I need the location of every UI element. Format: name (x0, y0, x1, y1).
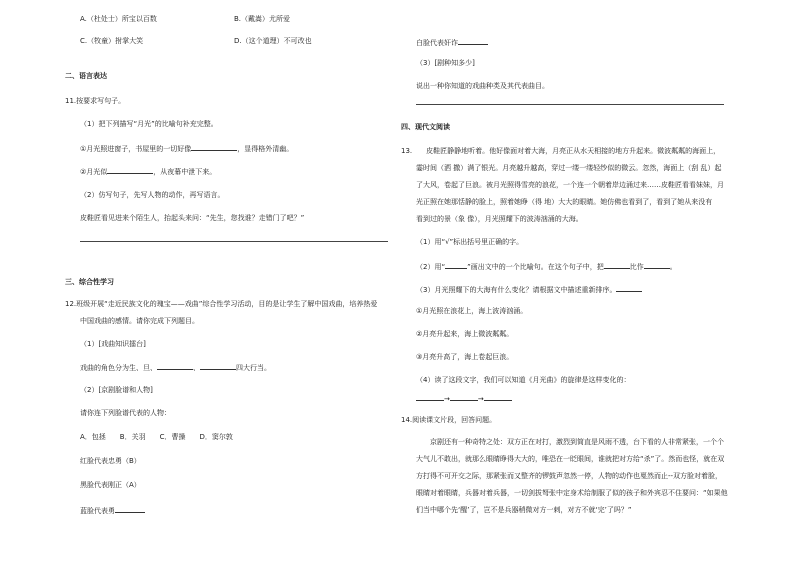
q12-part3: （3）[剧种知多少] (416, 59, 475, 67)
q11-part1-sentence-a: ①月光照进窗子，书屋里的一切好像 ，显得格外清幽。 (80, 142, 293, 154)
answer-blank[interactable] (107, 165, 153, 174)
q11-part2: （2）仿写句子，先写人物的动作，再写语言。 (80, 191, 225, 199)
q12-part1: （1）[戏曲知识擂台] (80, 340, 146, 348)
section-heading-2: 二、语言表达 (65, 72, 107, 80)
option-d: D.（这个道理）不可改也 (234, 37, 312, 45)
answer-blank[interactable] (450, 392, 478, 401)
q13-part2: （2）用“ ”画出文中的一个比喻句。在这个句子中，把 比作 。 (416, 260, 677, 272)
q12-part2-question: 请你连下列脸谱代表的人物： (80, 409, 171, 417)
passage-13-line5: 看到过的景（象 像），月光照耀下的波涛汹涌的大海。 (416, 215, 583, 223)
q13-option-3: ③月亮升高了，海上卷起巨浪。 (416, 353, 514, 361)
q12-part2: （2）[京剧脸谱和人物] (80, 386, 153, 394)
white-face-item: 白脸代表奸诈 (416, 36, 488, 48)
answer-blank[interactable] (644, 260, 670, 269)
q13-part4: （4）读了这段文字，我们可以知道《月光曲》的旋律是这样变化的： (416, 376, 631, 384)
passage-13-line1: 13. 皮鞋匠静静地听着。他好像面对着大海，月亮正从水天相接的地方升起来。微波粼粼的海面上， (401, 147, 721, 155)
answer-blank[interactable] (616, 283, 642, 292)
q12-part2-options: A．包拯 B．关羽 C．曹操 D．窦尔敦 (80, 433, 233, 441)
answer-blank[interactable] (458, 36, 488, 45)
q13-option-1: ①月光照在浪花上，海上波涛汹涌。 (416, 307, 528, 315)
answer-blank[interactable] (445, 260, 467, 269)
section-heading-3: 三、综合性学习 (65, 278, 114, 286)
answer-line[interactable] (80, 241, 388, 242)
blue-face-item: 蓝脸代表勇 (80, 504, 145, 516)
q12-part3-question: 说出一种你知道的戏曲种类及其代表曲目。 (416, 82, 549, 90)
q13-part3: （3）月光照耀下的大海有什么变化？请根据文中描述重新排序。 (416, 283, 642, 295)
answer-blank[interactable] (115, 504, 145, 513)
q11-part1-sentence-b: ②月光似 ，从夜幕中泄下来。 (80, 165, 216, 177)
answer-blank[interactable] (157, 361, 193, 370)
red-face-item: 红脸代表忠勇（B） (80, 457, 141, 465)
passage-13-line3: 了大风，卷起了巨浪。被月光照得雪亮的浪花，一个连一个朝着岸边涌过来……皮鞋匠看看妹妹，月 (416, 181, 724, 189)
answer-blank[interactable] (191, 142, 237, 151)
option-a: A.（杜处士）所宝以百数 (80, 15, 157, 23)
q12-part1-question: 戏曲的角色分为生、旦、 、 四大行当。 (80, 361, 271, 373)
passage-14: 京剧还有一种奇特之处：双方正在对打，激烈到简直是风雨不透，台下看的人非常紧张，一个个大气儿不敢出，就那么眼睛睁得大大的，唯恐在一眨眼间，谁就把对方给“杀”了。然而也怪，就在双方打得不可开交之际，那紧张而又整齐的锣鼓声忽然一停，人物的动作也戛然而止--双方脸对着脸，眼睛对着眼睛，兵器对着兵器，一切剑拔弩张中定身术给制服了似的孩子和外宾忍不住要问：“如果他们当中哪个先‘醒’了，岂不是兵器稍微对方一刺，对方不就‘完’了吗？” (416, 438, 728, 514)
answer-blank[interactable] (604, 260, 630, 269)
answer-blank[interactable] (484, 392, 512, 401)
passage-13-line4: 光正照在她那恬静的脸上，照着她睁（得 地）大大的眼睛。她仿佛也看到了，看到了她从来没有 (416, 198, 713, 206)
option-b: B.（戴嵩）尤所爱 (234, 15, 291, 23)
question-12-line1: 12.班级开展“走近民族文化的瑰宝——戏曲”综合性学习活动，目的是让学生了解中国戏曲，培养热爱 (65, 300, 378, 308)
q11-part2-example: 皮鞋匠看见进来个陌生人，抬起头来问：“先生，您找谁？走错门了吧？” (80, 214, 305, 222)
q13-part4-answer: → → (416, 392, 512, 404)
question-11: 11.按要求写句子。 (65, 97, 126, 105)
option-c: C.（牧童）拊掌大笑 (80, 37, 144, 45)
answer-line[interactable] (416, 104, 724, 105)
question-12-line2: 中国戏曲的感情。请你完成下列题目。 (80, 317, 199, 325)
passage-13-line2: 霎时间（洒 撒）满了银光。月亮越升越高，穿过一缕一缕轻纱似的微云。忽然，海面上（刮 乱）起 (416, 164, 722, 172)
answer-blank[interactable] (416, 392, 444, 401)
section-heading-4: 四、现代文阅读 (401, 123, 450, 131)
q13-option-2: ②月亮升起来，海上微波粼粼。 (416, 330, 514, 338)
question-14: 14.阅读课文片段，回答问题。 (401, 416, 497, 424)
answer-blank[interactable] (200, 361, 236, 370)
black-face-item: 黑脸代表刚正（A） (80, 481, 141, 489)
q11-part1: （1）把下列描写“月光”的比喻句补充完整。 (80, 120, 218, 128)
q13-part1: （1）用“√”标出括号里正确的字。 (416, 238, 524, 246)
